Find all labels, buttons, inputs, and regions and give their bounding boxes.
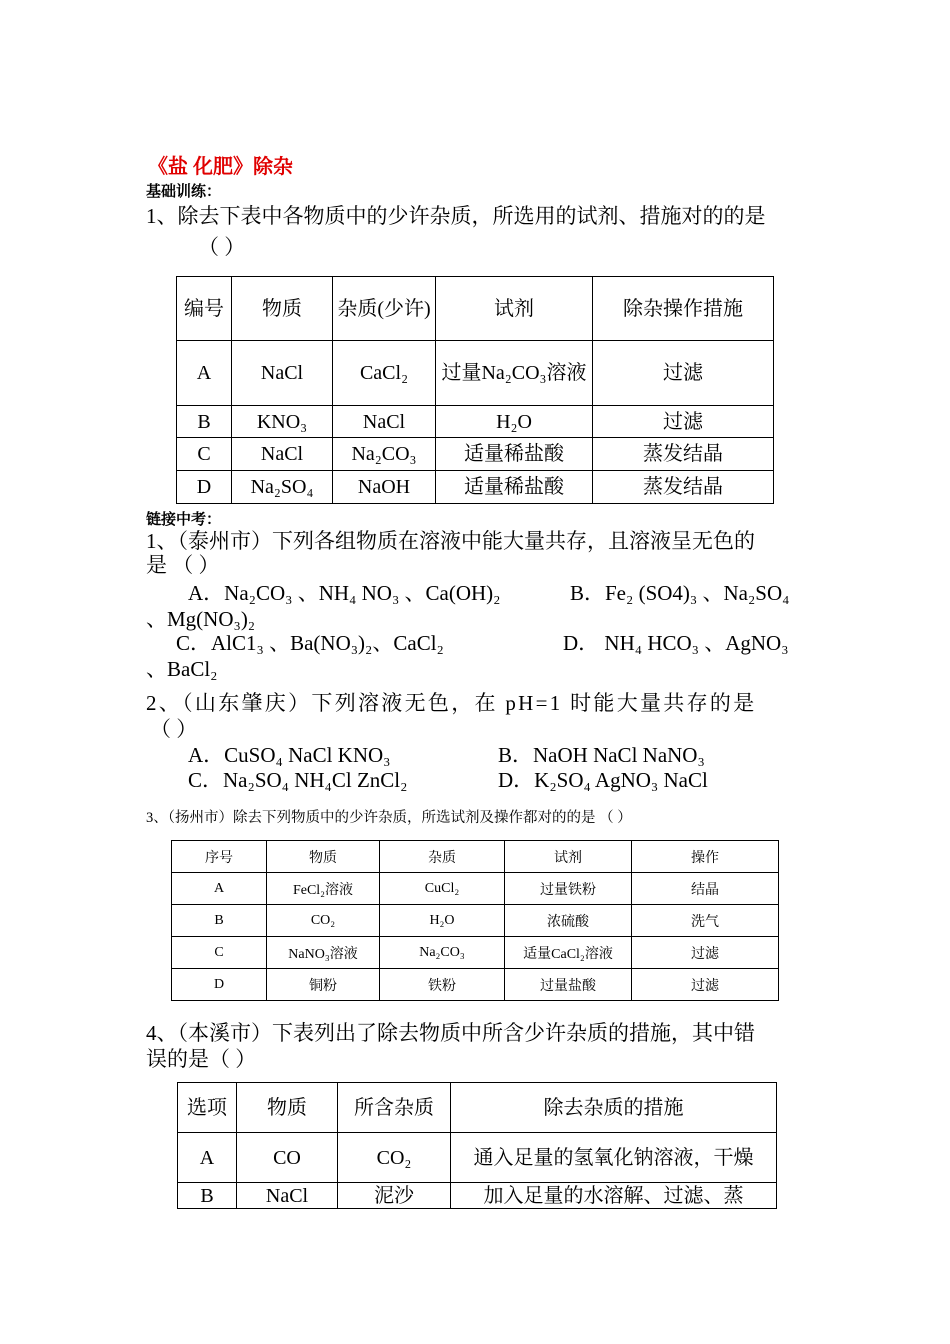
- table-cell: Na₂SO₄: [232, 471, 333, 504]
- table-cell: B: [178, 1183, 237, 1209]
- q5-table: [177, 1082, 777, 1209]
- header-cell: 除去杂质的措施: [451, 1083, 777, 1133]
- table-cell: CO₂: [267, 905, 380, 937]
- table-cell: 蒸发结晶: [593, 471, 774, 504]
- table-cell: 过量铁粉: [505, 873, 632, 905]
- table-row: [172, 969, 779, 1001]
- table-cell: 过量盐酸: [505, 969, 632, 1001]
- table-row: [177, 438, 774, 471]
- table-cell: Na₂CO₃: [333, 438, 436, 471]
- table-cell: CaCl₂: [333, 341, 436, 406]
- q3-answer-paren: （ ）: [150, 717, 198, 741]
- q2-option-b-cont: 、Mg(NO₃)₂: [146, 607, 256, 631]
- q2-option-c: C．AlC1₃ 、Ba(NO₃)₂、CaCl₂: [176, 631, 444, 655]
- header-cell: 序号: [172, 841, 267, 873]
- table-cell: CO₂: [338, 1133, 451, 1183]
- table-cell: D: [177, 471, 232, 504]
- q2-option-a: A．Na₂CO₃ 、NH₄ NO₃ 、Ca(OH)₂: [188, 581, 501, 605]
- table-cell: FeCl₂溶液: [267, 873, 380, 905]
- q1-answer-paren: （ ）: [198, 235, 246, 259]
- q1-stem: 1、除去下表中各物质中的少许杂质，所选用的试剂、措施对的的是: [146, 204, 766, 228]
- table-cell: 过量Na₂CO₃溶液: [436, 341, 593, 406]
- table-cell: A: [178, 1133, 237, 1183]
- q2-option-d-cont: 、BaCl₂: [146, 657, 218, 681]
- table-cell: 适量稀盐酸: [436, 438, 593, 471]
- table-cell: 浓硫酸: [505, 905, 632, 937]
- q3-option-c: C．Na₂SO₄ NH₄Cl ZnCl₂: [188, 768, 408, 792]
- table-cell: Na₂CO₃: [380, 937, 505, 969]
- table-cell: KNO₃: [232, 406, 333, 438]
- table-header-row: [172, 841, 779, 873]
- table-cell: C: [177, 438, 232, 471]
- header-cell: 所含杂质: [338, 1083, 451, 1133]
- table-cell: 过滤: [632, 969, 779, 1001]
- table-cell: B: [172, 905, 267, 937]
- table-cell: NaOH: [333, 471, 436, 504]
- q4-stem: 3、（扬州市）除去下列物质中的少许杂质，所选试剂及操作都对的的是 （ ）: [146, 810, 632, 826]
- header-cell: 物质: [232, 277, 333, 341]
- table-header-row: [177, 277, 774, 341]
- table-cell: 加入足量的水溶解、过滤、蒸: [451, 1183, 777, 1209]
- q2-option-b: B．Fe₂ (SO4)₃ 、Na₂SO₄: [570, 581, 790, 605]
- table-cell: 泥沙: [338, 1183, 451, 1209]
- section-exam-link: 链接中考：: [146, 512, 222, 528]
- table-row: [178, 1183, 777, 1209]
- table-row: [172, 905, 779, 937]
- table-cell: 铁粉: [380, 969, 505, 1001]
- q1-table: [176, 276, 774, 504]
- header-cell: 试剂: [436, 277, 593, 341]
- q2-stem: 1、（泰州市）下列各组物质在溶液中能大量共存，且溶液呈无色的: [146, 529, 755, 553]
- q3-option-a: A．CuSO₄ NaCl KNO₃: [188, 743, 391, 767]
- table-row: [172, 873, 779, 905]
- table-cell: B: [177, 406, 232, 438]
- q3-stem: 2、（山东肇庆）下列溶液无色，在 pH=1 时能大量共存的是: [146, 691, 757, 715]
- q2-stem-cont: 是 （ ）: [146, 553, 220, 577]
- table-cell: H₂O: [436, 406, 593, 438]
- header-cell: 编号: [177, 277, 232, 341]
- header-cell: 试剂: [505, 841, 632, 873]
- table-cell: CO: [237, 1133, 338, 1183]
- table-cell: H₂O: [380, 905, 505, 937]
- table-row: [177, 406, 774, 438]
- table-cell: 结晶: [632, 873, 779, 905]
- table-row: [172, 937, 779, 969]
- table-cell: CuCl₂: [380, 873, 505, 905]
- header-cell: 物质: [237, 1083, 338, 1133]
- table-cell: NaNO₃溶液: [267, 937, 380, 969]
- table-cell: C: [172, 937, 267, 969]
- table-cell: A: [177, 341, 232, 406]
- table-cell: 过滤: [632, 937, 779, 969]
- header-cell: 杂质(少许): [333, 277, 436, 341]
- table-cell: 过滤: [593, 341, 774, 406]
- table-row: [177, 341, 774, 406]
- q5-stem: 4、（本溪市）下表列出了除去物质中所含少许杂质的措施，其中错: [146, 1021, 755, 1045]
- q2-option-d: D． NH₄ HCO₃ 、AgNO₃: [563, 631, 789, 655]
- table-cell: NaCl: [237, 1183, 338, 1209]
- page-title: 《盐 化肥》除杂: [148, 156, 293, 178]
- table-cell: 适量CaCl₂溶液: [505, 937, 632, 969]
- table-cell: NaCl: [333, 406, 436, 438]
- table-cell: NaCl: [232, 438, 333, 471]
- table-cell: A: [172, 873, 267, 905]
- header-cell: 除杂操作措施: [593, 277, 774, 341]
- header-cell: 物质: [267, 841, 380, 873]
- table-cell: 适量稀盐酸: [436, 471, 593, 504]
- q3-option-d: D．K₂SO₄ AgNO₃ NaCl: [498, 768, 708, 792]
- table-cell: 过滤: [593, 406, 774, 438]
- header-cell: 操作: [632, 841, 779, 873]
- table-cell: 蒸发结晶: [593, 438, 774, 471]
- q5-stem-cont: 误的是（ ）: [146, 1047, 257, 1071]
- header-cell: 杂质: [380, 841, 505, 873]
- table-row: [178, 1133, 777, 1183]
- table-cell: 洗气: [632, 905, 779, 937]
- q3-option-b: B．NaOH NaCl NaNO₃: [498, 743, 705, 767]
- table-header-row: [178, 1083, 777, 1133]
- table-row: [177, 471, 774, 504]
- table-cell: D: [172, 969, 267, 1001]
- section-basic-training: 基础训练：: [146, 184, 222, 200]
- header-cell: 选项: [178, 1083, 237, 1133]
- q4-table: [171, 840, 779, 1001]
- table-cell: 铜粉: [267, 969, 380, 1001]
- table-cell: NaCl: [232, 341, 333, 406]
- table-cell: 通入足量的氢氧化钠溶液，干燥: [451, 1133, 777, 1183]
